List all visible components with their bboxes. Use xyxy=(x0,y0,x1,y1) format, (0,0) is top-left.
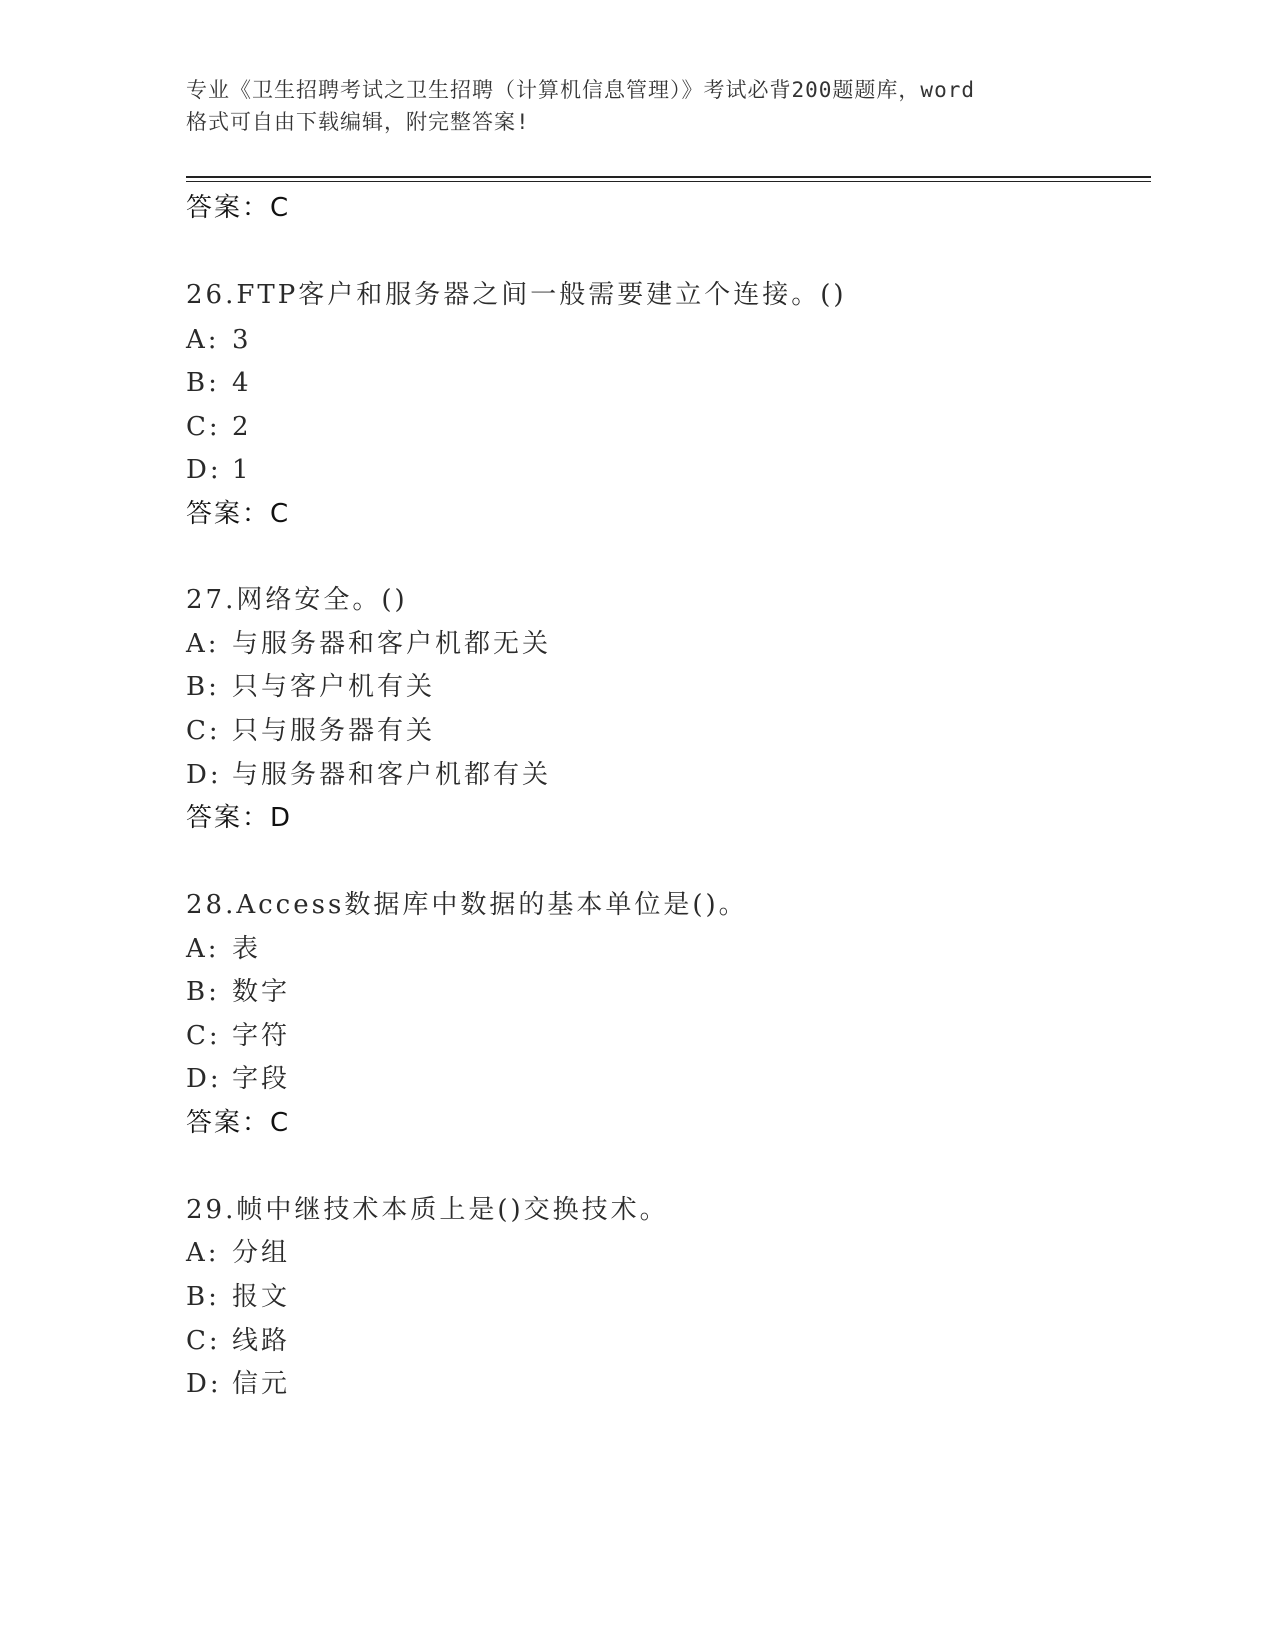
option-text: 只与客户机有关 xyxy=(232,672,436,702)
question-29-text: 29.帧中继技术本质上是()交换技术。 xyxy=(186,1195,669,1225)
option-letter: A: xyxy=(186,934,220,964)
option-letter: B: xyxy=(186,1282,220,1312)
option-letter: D: xyxy=(186,760,222,790)
question-28-option-a xyxy=(186,932,261,966)
question-28-option-c xyxy=(186,1019,290,1053)
option-text: 3 xyxy=(232,325,252,355)
option-letter: C: xyxy=(186,1021,221,1051)
option-text: 信元 xyxy=(232,1369,291,1399)
question-26-option-d xyxy=(186,453,252,487)
option-text: 字段 xyxy=(232,1064,291,1094)
option-text: 报文 xyxy=(232,1282,291,1312)
question-27-option-a xyxy=(186,627,551,661)
option-letter: D: xyxy=(186,1369,222,1399)
option-text: 分组 xyxy=(232,1238,291,1268)
option-letter: B: xyxy=(186,977,220,1007)
question-27-option-d xyxy=(186,758,551,792)
question-29-option-a xyxy=(186,1236,290,1270)
header-line-2: 格式可自由下载编辑，附完整答案! xyxy=(186,110,530,134)
question-26-text: 26.FTP客户和服务器之间一般需要建立个连接。() xyxy=(186,280,847,310)
option-text: 与服务器和客户机都无关 xyxy=(232,629,552,659)
question-26-answer: 答案：C xyxy=(186,499,291,529)
option-text: 4 xyxy=(232,368,252,398)
option-letter: A: xyxy=(186,629,220,659)
question-27-option-b xyxy=(186,670,435,704)
option-text: 1 xyxy=(232,455,252,485)
option-letter: C: xyxy=(186,716,221,746)
question-29-option-d xyxy=(186,1367,290,1401)
question-28-text: 28.Access数据库中数据的基本单位是()。 xyxy=(186,890,748,920)
question-28-option-d xyxy=(186,1062,290,1096)
option-text: 字符 xyxy=(232,1021,291,1051)
question-27-text: 27.网络安全。() xyxy=(186,585,408,615)
option-letter: A: xyxy=(186,1238,220,1268)
answer-previous: 答案：C xyxy=(186,193,291,223)
question-28-option-b xyxy=(186,975,290,1009)
question-27-option-c xyxy=(186,714,435,748)
header-divider-thin xyxy=(186,181,1151,182)
question-26-option-a xyxy=(186,323,252,357)
option-letter: A: xyxy=(186,325,220,355)
option-text: 与服务器和客户机都有关 xyxy=(232,760,552,790)
header-line-1: 专业《卫生招聘考试之卫生招聘（计算机信息管理）》考试必背200题题库，word xyxy=(186,78,975,102)
question-29-option-b xyxy=(186,1280,290,1314)
question-28-answer: 答案：C xyxy=(186,1108,291,1138)
option-letter: B: xyxy=(186,672,220,702)
option-text: 只与服务器有关 xyxy=(232,716,436,746)
question-26-option-b xyxy=(186,366,252,400)
question-27-answer: 答案：D xyxy=(186,803,293,833)
option-letter: C: xyxy=(186,1326,221,1356)
option-letter: B: xyxy=(186,368,220,398)
question-26-option-c xyxy=(186,410,252,444)
option-text: 线路 xyxy=(232,1326,291,1356)
option-text: 数字 xyxy=(232,977,291,1007)
option-text: 2 xyxy=(232,412,252,442)
question-29-option-c xyxy=(186,1324,290,1358)
document-header xyxy=(186,74,1086,138)
option-text: 表 xyxy=(232,934,262,964)
option-letter: C: xyxy=(186,412,221,442)
header-divider-thick xyxy=(186,176,1151,178)
option-letter: D: xyxy=(186,455,222,485)
option-letter: D: xyxy=(186,1064,222,1094)
